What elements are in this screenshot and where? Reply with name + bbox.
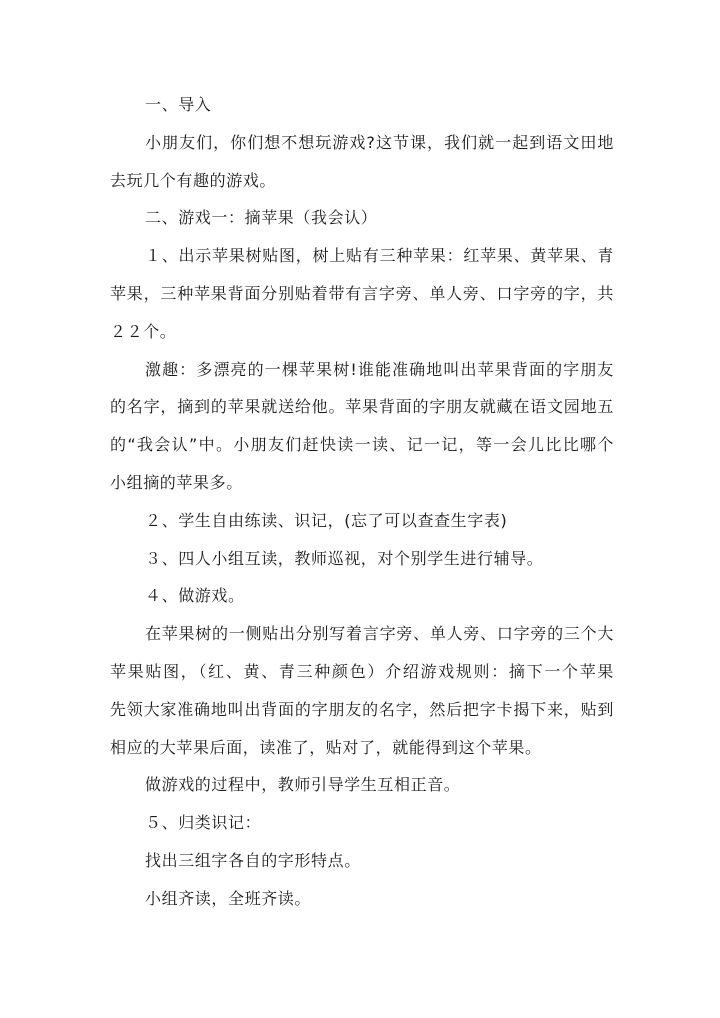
document-body — [110, 86, 614, 918]
text-line: 找出三组字各自的字形特点。 — [145, 850, 361, 870]
text-line: 苹果贴图，（红、黄、青三种颜色）介绍游戏规则：摘下一个苹果 — [110, 661, 614, 681]
text-line: ４、做游戏。 — [145, 586, 245, 606]
text-line: 的名字，摘到的苹果就送给他。苹果背面的字朋友就藏在语文园地五 — [110, 397, 614, 417]
text-line: 在苹果树的一侧贴出分别写着言字旁、单人旁、口字旁的三个大 — [145, 624, 614, 644]
text-line: ５、归类识记： — [145, 813, 262, 833]
text-line: 小组摘的苹果多。 — [110, 472, 243, 492]
text-line: 一、导入 — [145, 95, 212, 114]
text-line: 激趣：多漂亮的一棵苹果树!谁能准确地叫出苹果背面的字朋友 — [145, 359, 614, 379]
text-line: 的“我会认”中。小朋友们赶快读一读、记一记，等一会儿比比哪个 — [110, 435, 614, 455]
text-line: 小朋友们，你们想不想玩游戏?这节课，我们就一起到语文田地 — [145, 132, 614, 152]
text-line: １、出示苹果树贴图，树上贴有三种苹果：红苹果、黄苹果、青 — [145, 246, 614, 266]
text-line: 苹果，三种苹果背面分别贴着带有言字旁、单人旁、口字旁的字，共 — [110, 283, 614, 303]
text-line: 先领大家准确地叫出背面的字朋友的名字，然后把字卡揭下来，贴到 — [110, 699, 614, 719]
text-line: 小组齐读，全班齐读。 — [145, 888, 312, 908]
text-line: 去玩几个有趣的游戏。 — [110, 170, 277, 190]
text-line: 相应的大苹果后面，读准了，贴对了，就能得到这个苹果。 — [110, 737, 542, 757]
text-line: ２２个。 — [110, 321, 177, 341]
text-line: ３、四人小组互读，教师巡视，对个别学生进行辅导。 — [145, 548, 544, 568]
text-line: 二、游戏一：摘苹果（我会认） — [145, 208, 378, 228]
text-line: ２、学生自由练读、识记，(忘了可以查查生字表) — [145, 510, 508, 530]
text-line: 做游戏的过程中，教师引导学生互相正音。 — [145, 775, 461, 795]
